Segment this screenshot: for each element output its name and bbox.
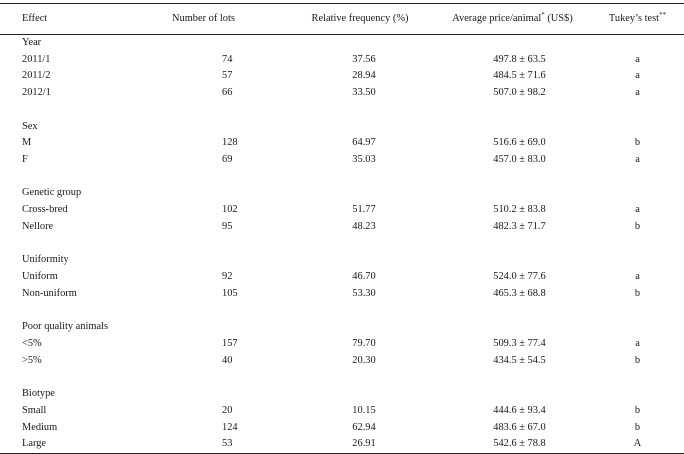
cell-number-of-lots: 92 <box>222 271 233 283</box>
group-heading: Biotype <box>22 388 55 400</box>
group-heading-row <box>0 252 684 269</box>
group-heading: Uniformity <box>22 254 69 266</box>
cell-relative-frequency-text: 53.30 <box>352 287 376 299</box>
cell-relative-frequency <box>290 286 430 303</box>
cell-number-of-lots: 105 <box>222 287 238 299</box>
cell-level: Large <box>22 438 47 450</box>
cell-level: 2012/1 <box>22 87 51 99</box>
cell-number-of-lots: 124 <box>222 421 238 433</box>
cell-tukey-letter: a <box>635 337 640 349</box>
cell-number-of-lots: 40 <box>222 354 233 366</box>
table-row <box>0 68 684 85</box>
cell-level: 2011/2 <box>22 70 51 82</box>
cell-relative-frequency <box>290 85 430 102</box>
cell-average-price <box>430 85 595 102</box>
cell-average-price <box>430 269 595 286</box>
cell-tukey-letter: b <box>634 137 641 149</box>
cell-relative-frequency-text: 79.70 <box>352 337 376 349</box>
cell-relative-frequency <box>290 420 430 437</box>
cell-relative-frequency-text: 10.15 <box>352 404 376 416</box>
cell-tukey-letter: a <box>635 154 640 166</box>
group-spacer <box>0 303 684 320</box>
table-row <box>0 286 684 303</box>
table-header <box>0 4 684 35</box>
cell-average-price-text: 465.3 ± 68.8 <box>493 287 546 299</box>
group-spacer-row <box>0 303 684 320</box>
group-heading-row <box>0 119 684 136</box>
cell-number-of-lots: 53 <box>222 438 233 450</box>
cell-average-price <box>430 420 595 437</box>
group-spacer-row <box>0 369 684 386</box>
cell-average-price <box>430 202 595 219</box>
table-row <box>0 52 684 69</box>
header-tukey-footnote: ** <box>659 10 667 19</box>
table-row <box>0 202 684 219</box>
group-heading-row <box>0 185 684 202</box>
cell-relative-frequency <box>290 135 430 152</box>
cell-relative-frequency <box>290 52 430 69</box>
cell-tukey-letter: b <box>634 421 641 433</box>
cell-average-price-text: 457.0 ± 83.0 <box>493 154 546 166</box>
group-spacer <box>0 102 684 119</box>
table-body <box>0 35 684 454</box>
cell-tukey-letter: a <box>635 87 640 99</box>
cell-average-price <box>430 353 595 370</box>
cell-relative-frequency-text: 46.70 <box>352 271 376 283</box>
cell-number-of-lots: 69 <box>222 154 233 166</box>
group-spacer <box>0 369 684 386</box>
cell-average-price <box>430 152 595 169</box>
header-tukey-label: Tukey’s test <box>608 12 660 24</box>
table-row <box>0 152 684 169</box>
cell-relative-frequency <box>290 68 430 85</box>
cell-tukey-letter: b <box>634 404 641 416</box>
header-tukey-test <box>595 4 684 35</box>
cell-level: >5% <box>22 354 42 366</box>
cell-relative-frequency-text: 33.50 <box>352 87 376 99</box>
table-row <box>0 269 684 286</box>
cell-average-price <box>430 135 595 152</box>
table-row <box>0 420 684 437</box>
cell-number-of-lots: 102 <box>222 204 238 216</box>
cell-average-price <box>430 286 595 303</box>
group-spacer-row <box>0 236 684 253</box>
cell-relative-frequency-text: 26.91 <box>352 438 376 450</box>
cell-number-of-lots: 95 <box>222 220 233 232</box>
cell-number-of-lots: 57 <box>222 70 233 82</box>
cell-tukey-letter: b <box>634 287 641 299</box>
header-effect: Effect <box>22 12 48 24</box>
cell-number-of-lots: 128 <box>222 137 238 149</box>
cell-average-price <box>430 436 595 453</box>
header-row <box>0 4 684 35</box>
cell-average-price-text: 542.6 ± 78.8 <box>493 438 546 450</box>
cell-number-of-lots: 74 <box>222 53 233 65</box>
table-row <box>0 336 684 353</box>
cell-tukey-letter: b <box>634 354 641 366</box>
cell-tukey-letter: a <box>635 70 640 82</box>
cell-average-price-text: 434.5 ± 54.5 <box>493 354 546 366</box>
cell-relative-frequency-text: 28.94 <box>352 70 376 82</box>
header-price-label: Average price/animal <box>452 12 542 24</box>
cell-relative-frequency-text: 62.94 <box>352 421 376 433</box>
cell-relative-frequency-text: 48.23 <box>352 220 376 232</box>
header-price-unit: (US$) <box>544 12 573 24</box>
cell-relative-frequency-text: 37.56 <box>352 53 376 65</box>
cell-average-price <box>430 336 595 353</box>
cell-level: Uniform <box>22 271 58 283</box>
cell-relative-frequency <box>290 219 430 236</box>
cell-relative-frequency <box>290 269 430 286</box>
cell-tukey-letter: A <box>633 438 642 450</box>
cell-average-price-text: 516.6 ± 69.0 <box>493 137 546 149</box>
table-row <box>0 403 684 420</box>
cell-relative-frequency-text: 51.77 <box>352 204 376 216</box>
cell-relative-frequency <box>290 403 430 420</box>
cell-number-of-lots: 66 <box>222 87 233 99</box>
cell-relative-frequency <box>290 202 430 219</box>
group-spacer-row <box>0 102 684 119</box>
header-price-footnote: * <box>541 10 545 19</box>
table-row <box>0 219 684 236</box>
cell-average-price-text: 507.0 ± 98.2 <box>493 87 546 99</box>
cell-tukey-letter: a <box>635 271 640 283</box>
table-row <box>0 353 684 370</box>
header-average-price <box>430 4 595 35</box>
group-heading: Year <box>22 37 42 48</box>
cell-relative-frequency-text: 20.30 <box>352 354 376 366</box>
cell-average-price-text: 509.3 ± 77.4 <box>493 337 546 349</box>
header-lots: Number of lots <box>172 12 235 24</box>
group-heading: Sex <box>22 120 38 132</box>
group-spacer <box>0 236 684 253</box>
cell-average-price-text: 524.0 ± 77.6 <box>493 271 546 283</box>
header-relative-frequency: Relative frequency (%) <box>311 12 409 24</box>
cell-level: F <box>22 154 28 166</box>
cell-average-price <box>430 403 595 420</box>
cell-tukey-letter: a <box>635 204 640 216</box>
cell-relative-frequency <box>290 152 430 169</box>
cell-level: <5% <box>22 337 42 349</box>
cell-level: 2011/1 <box>22 53 51 65</box>
cell-relative-frequency-text: 35.03 <box>352 154 376 166</box>
results-table <box>0 3 684 454</box>
cell-level: Nellore <box>22 220 54 232</box>
cell-tukey-letter: a <box>635 53 640 65</box>
cell-relative-frequency <box>290 353 430 370</box>
group-heading: Poor quality animals <box>22 321 109 333</box>
cell-average-price-text: 444.6 ± 93.4 <box>493 404 546 416</box>
cell-average-price-text: 484.5 ± 71.6 <box>493 70 546 82</box>
cell-level: Cross-bred <box>22 204 68 216</box>
group-heading-row <box>0 319 684 336</box>
cell-level: Non-uniform <box>22 287 77 299</box>
cell-number-of-lots: 20 <box>222 404 233 416</box>
group-spacer-row <box>0 169 684 186</box>
cell-average-price <box>430 68 595 85</box>
cell-average-price-text: 497.8 ± 63.5 <box>493 53 546 65</box>
cell-tukey-letter: b <box>634 220 641 232</box>
cell-number-of-lots: 157 <box>222 337 238 349</box>
cell-average-price <box>430 52 595 69</box>
group-heading-row <box>0 386 684 403</box>
cell-average-price-text: 482.3 ± 71.7 <box>493 220 546 232</box>
group-heading: Genetic group <box>22 187 82 199</box>
cell-average-price-text: 510.2 ± 83.8 <box>493 204 546 216</box>
cell-average-price-text: 483.6 ± 67.0 <box>493 421 546 433</box>
cell-average-price <box>430 219 595 236</box>
table-row <box>0 85 684 102</box>
cell-level: Medium <box>22 421 58 433</box>
cell-relative-frequency <box>290 336 430 353</box>
table-row <box>0 135 684 152</box>
cell-level: Small <box>22 404 47 416</box>
cell-relative-frequency <box>290 436 430 453</box>
table-row <box>0 436 684 453</box>
group-spacer <box>0 169 684 186</box>
group-heading-row <box>0 35 684 52</box>
cell-level: M <box>22 137 32 149</box>
cell-relative-frequency-text: 64.97 <box>352 137 376 149</box>
